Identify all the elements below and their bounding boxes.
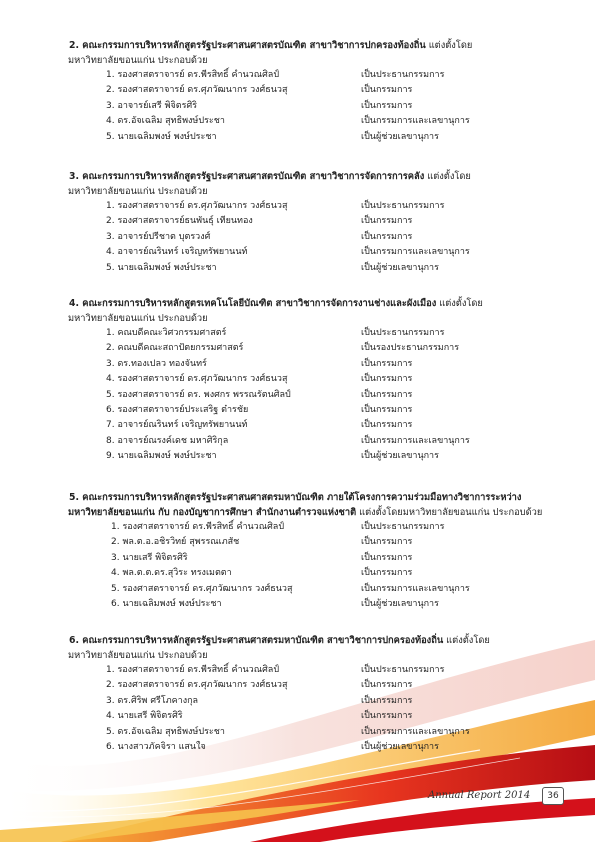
member-role: เป็นประธานกรรมการ [361, 328, 445, 338]
member-name: 1. รองศาสตราจารย์ ดร.พีรสิทธิ์ คำนวณศิลป์ [106, 70, 280, 80]
member-name: 6. นางสาวภัคจิรา แสนใจ [106, 741, 206, 752]
section-heading: 6. คณะกรรมการบริหารหลักสูตรรัฐประศาสนศาสตรมหาบัณฑิต สาขาวิชาการปกครองท้องถิ่น [69, 635, 444, 646]
member-name: 2. คณบดีคณะสถาปัตยกรรมศาสตร์ [106, 343, 244, 354]
section-heading-line2: มหาวิทยาลัยขอนแก่น ประกอบด้วย [68, 650, 208, 661]
member-role: เป็นประธานกรรมการ [361, 70, 445, 80]
section-heading-line2-bold: มหาวิทยาลัยขอนแก่น กับ กองบัญชาการศึกษา สำนักงานตำรวจแห่งชาติ [68, 507, 357, 518]
member-row [69, 535, 559, 550]
member-row [69, 597, 559, 612]
page-number: 36 [542, 787, 564, 805]
member-role: เป็นกรรมการ [361, 568, 413, 579]
member-name: 5. นายเฉลิมพงษ์ พงษ์ประชา [106, 131, 217, 142]
member-role: เป็นกรรมการและเลขานุการ [361, 247, 470, 258]
member-role: เป็นกรรมการ [361, 420, 413, 431]
member-name: 4. อาจารย์ณรินทร์ เจริญทรัพยานนท์ [106, 247, 248, 258]
member-role: เป็นกรรมการ [361, 404, 413, 415]
member-name: 4. รองศาสตราจารย์ ดร.ศุภวัฒนากร วงศ์ธนวสุ [106, 374, 288, 385]
committee-section-4 [69, 296, 559, 465]
member-role: เป็นกรรมการและเลขานุการ [361, 726, 470, 737]
committee-section-3 [69, 169, 559, 276]
member-row [69, 434, 559, 449]
member-role: เป็นผู้ช่วยเลขานุการ [361, 598, 439, 609]
member-name: 1. รองศาสตราจารย์ ดร.พีรสิทธิ์ คำนวณศิลป์ [111, 522, 285, 532]
member-name: 5. ดร.อัจเฉลิม สุทธิพงษ์ประชา [106, 726, 225, 737]
member-role: เป็นกรรมการ [361, 711, 413, 722]
member-role: เป็นกรรมการ [361, 537, 413, 548]
member-name: 3. ดร.ทองเปลว ทองจันทร์ [106, 358, 207, 369]
member-role: เป็นผู้ช่วยเลขานุการ [361, 451, 439, 462]
member-name: 4. ดร.อัจเฉลิม สุทธิพงษ์ประชา [106, 116, 225, 127]
section-heading-tail: แต่งตั้งโดย [443, 635, 490, 646]
member-role: เป็นกรรมการ [361, 358, 413, 369]
member-role: เป็นรองประธานกรรมการ [361, 343, 460, 354]
member-role: เป็นผู้ช่วยเลขานุการ [361, 131, 439, 142]
member-row [69, 694, 559, 709]
member-row [69, 357, 559, 372]
member-row [69, 740, 559, 755]
member-role: เป็นกรรมการ [361, 100, 413, 111]
member-row [69, 114, 559, 129]
member-name: 1. คณบดีคณะวิศวกรรมศาสตร์ [106, 328, 227, 338]
member-name: 4. พล.ต.ต.ดร.สุวิระ ทรงเมตตา [111, 568, 232, 579]
member-row [69, 725, 559, 740]
member-name: 3. นายเสรี พิจิตรศิริ [111, 552, 188, 563]
member-row [69, 372, 559, 387]
member-row [69, 520, 559, 535]
member-row [69, 83, 559, 98]
section-heading-tail: แต่งตั้งโดย [425, 40, 473, 51]
member-role: เป็นกรรมการ [361, 552, 413, 563]
member-row [69, 230, 559, 245]
section-heading-line2: มหาวิทยาลัยขอนแก่น ประกอบด้วย [68, 313, 208, 324]
member-name: 5. นายเฉลิมพงษ์ พงษ์ประชา [106, 262, 217, 273]
member-role: เป็นกรรมการและเลขานุการ [361, 116, 470, 127]
member-role: เป็นกรรมการ [361, 374, 413, 385]
member-name: 1. รองศาสตราจารย์ ดร.ศุภวัฒนากร วงศ์ธนวสุ [106, 201, 288, 211]
member-name: 3. อาจารย์ปรีชาต บุตรวงศ์ [106, 231, 211, 242]
member-name: 5. รองศาสตราจารย์ ดร.ศุภวัฒนากร วงศ์ธนวสุ [111, 583, 293, 594]
member-row [69, 245, 559, 260]
member-row [69, 566, 559, 581]
member-row [69, 449, 559, 464]
member-name: 3. ดร.ศิริพ ศรีโภคางกุล [106, 695, 199, 706]
member-name: 2. รองศาสตราจารย์ธนพันธุ์ เทียนทอง [106, 216, 253, 227]
section-heading: 3. คณะกรรมการบริหารหลักสูตรรัฐประศาสนศาสตรบัณฑิต สาขาวิชาการจัดการการคลัง [69, 171, 425, 182]
member-row [69, 709, 559, 724]
member-role: เป็นกรรมการ [361, 85, 413, 96]
member-name: 3. อาจารย์เสรี พิจิตรศิริ [106, 100, 198, 111]
section-heading-line2: แต่งตั้งโดยมหาวิทยาลัยขอนแก่น ประกอบด้วย [356, 507, 543, 518]
member-role: เป็นประธานกรรมการ [361, 201, 445, 211]
member-name: 6. รองศาสตราจารย์ประเสริฐ ต๋ารชัย [106, 404, 249, 415]
member-row [69, 388, 559, 403]
member-role: เป็นประธานกรรมการ [361, 522, 445, 532]
member-name: 8. อาจารย์ณรงค์เดช มหาศิริกุล [106, 435, 229, 446]
member-row [69, 261, 559, 276]
member-role: เป็นกรรมการ [361, 695, 413, 706]
member-row [69, 663, 559, 678]
member-role: เป็นกรรมการและเลขานุการ [361, 583, 470, 594]
member-row [69, 199, 559, 214]
committee-section-5 [69, 490, 559, 612]
member-row [69, 130, 559, 145]
section-heading-line2: มหาวิทยาลัยขอนแก่น ประกอบด้วย [68, 55, 208, 66]
member-name: 1. รองศาสตราจารย์ ดร.พีรสิทธิ์ คำนวณศิลป์ [106, 665, 280, 675]
section-heading-line2: มหาวิทยาลัยขอนแก่น ประกอบด้วย [68, 186, 208, 197]
member-role: เป็นประธานกรรมการ [361, 665, 445, 675]
member-role: เป็นกรรมการและเลขานุการ [361, 435, 470, 446]
member-role: เป็นผู้ช่วยเลขานุการ [361, 262, 439, 273]
member-row [69, 403, 559, 418]
member-row [69, 582, 559, 597]
member-name: 9. นายเฉลิมพงษ์ พงษ์ประชา [106, 451, 217, 462]
committee-section-6 [69, 633, 559, 755]
member-role: เป็นกรรมการ [361, 389, 413, 400]
member-row [69, 551, 559, 566]
member-name: 2. พล.ต.อ.อชิรวิทย์ สุพรรณเภสัช [111, 537, 240, 548]
section-heading: 5. คณะกรรมการบริหารหลักสูตรรัฐประศาสนศาสตรมหาบัณฑิต ภายใต้โครงการความร่วมมือทางวิชาการระหว่าง [69, 492, 522, 503]
member-name: 6. นายเฉลิมพงษ์ พงษ์ประชา [111, 598, 222, 609]
member-row [69, 341, 559, 356]
member-row [69, 326, 559, 341]
section-heading-tail: แต่งตั้งโดย [424, 171, 471, 182]
member-row [69, 214, 559, 229]
member-role: เป็นกรรมการ [361, 231, 413, 242]
member-row [69, 418, 559, 433]
section-heading: 4. คณะกรรมการบริหารหลักสูตรเทคโนโลยีบัณฑิต สาขาวิชาการจัดการงานช่างและผังเมือง [69, 298, 437, 309]
member-name: 2. รองศาสตราจารย์ ดร.ศุภวัฒนากร วงศ์ธนวสุ [106, 85, 288, 96]
annual-report-label: Annual Report 2014 [428, 790, 531, 801]
member-name: 4. นายเสรี พิจิตรศิริ [106, 711, 183, 722]
member-row [69, 68, 559, 83]
member-name: 5. รองศาสตราจารย์ ดร. พงศกร พรรณรัตนศิลป์ [106, 389, 291, 400]
member-row [69, 678, 559, 693]
member-name: 7. อาจารย์ณรินทร์ เจริญทรัพยานนท์ [106, 420, 248, 431]
member-name: 2. รองศาสตราจารย์ ดร.ศุภวัฒนากร วงศ์ธนวสุ [106, 680, 288, 691]
member-role: เป็นกรรมการ [361, 680, 413, 691]
member-role: เป็นกรรมการ [361, 216, 413, 227]
member-role: เป็นผู้ช่วยเลขานุการ [361, 741, 439, 752]
section-heading: 2. คณะกรรมการบริหารหลักสูตรรัฐประศาสนศาสตรบัณฑิต สาขาวิชาการปกครองท้องถิ่น [69, 40, 426, 51]
member-row [69, 99, 559, 114]
section-heading-tail: แต่งตั้งโดย [436, 298, 483, 309]
committee-section-2 [69, 38, 559, 145]
